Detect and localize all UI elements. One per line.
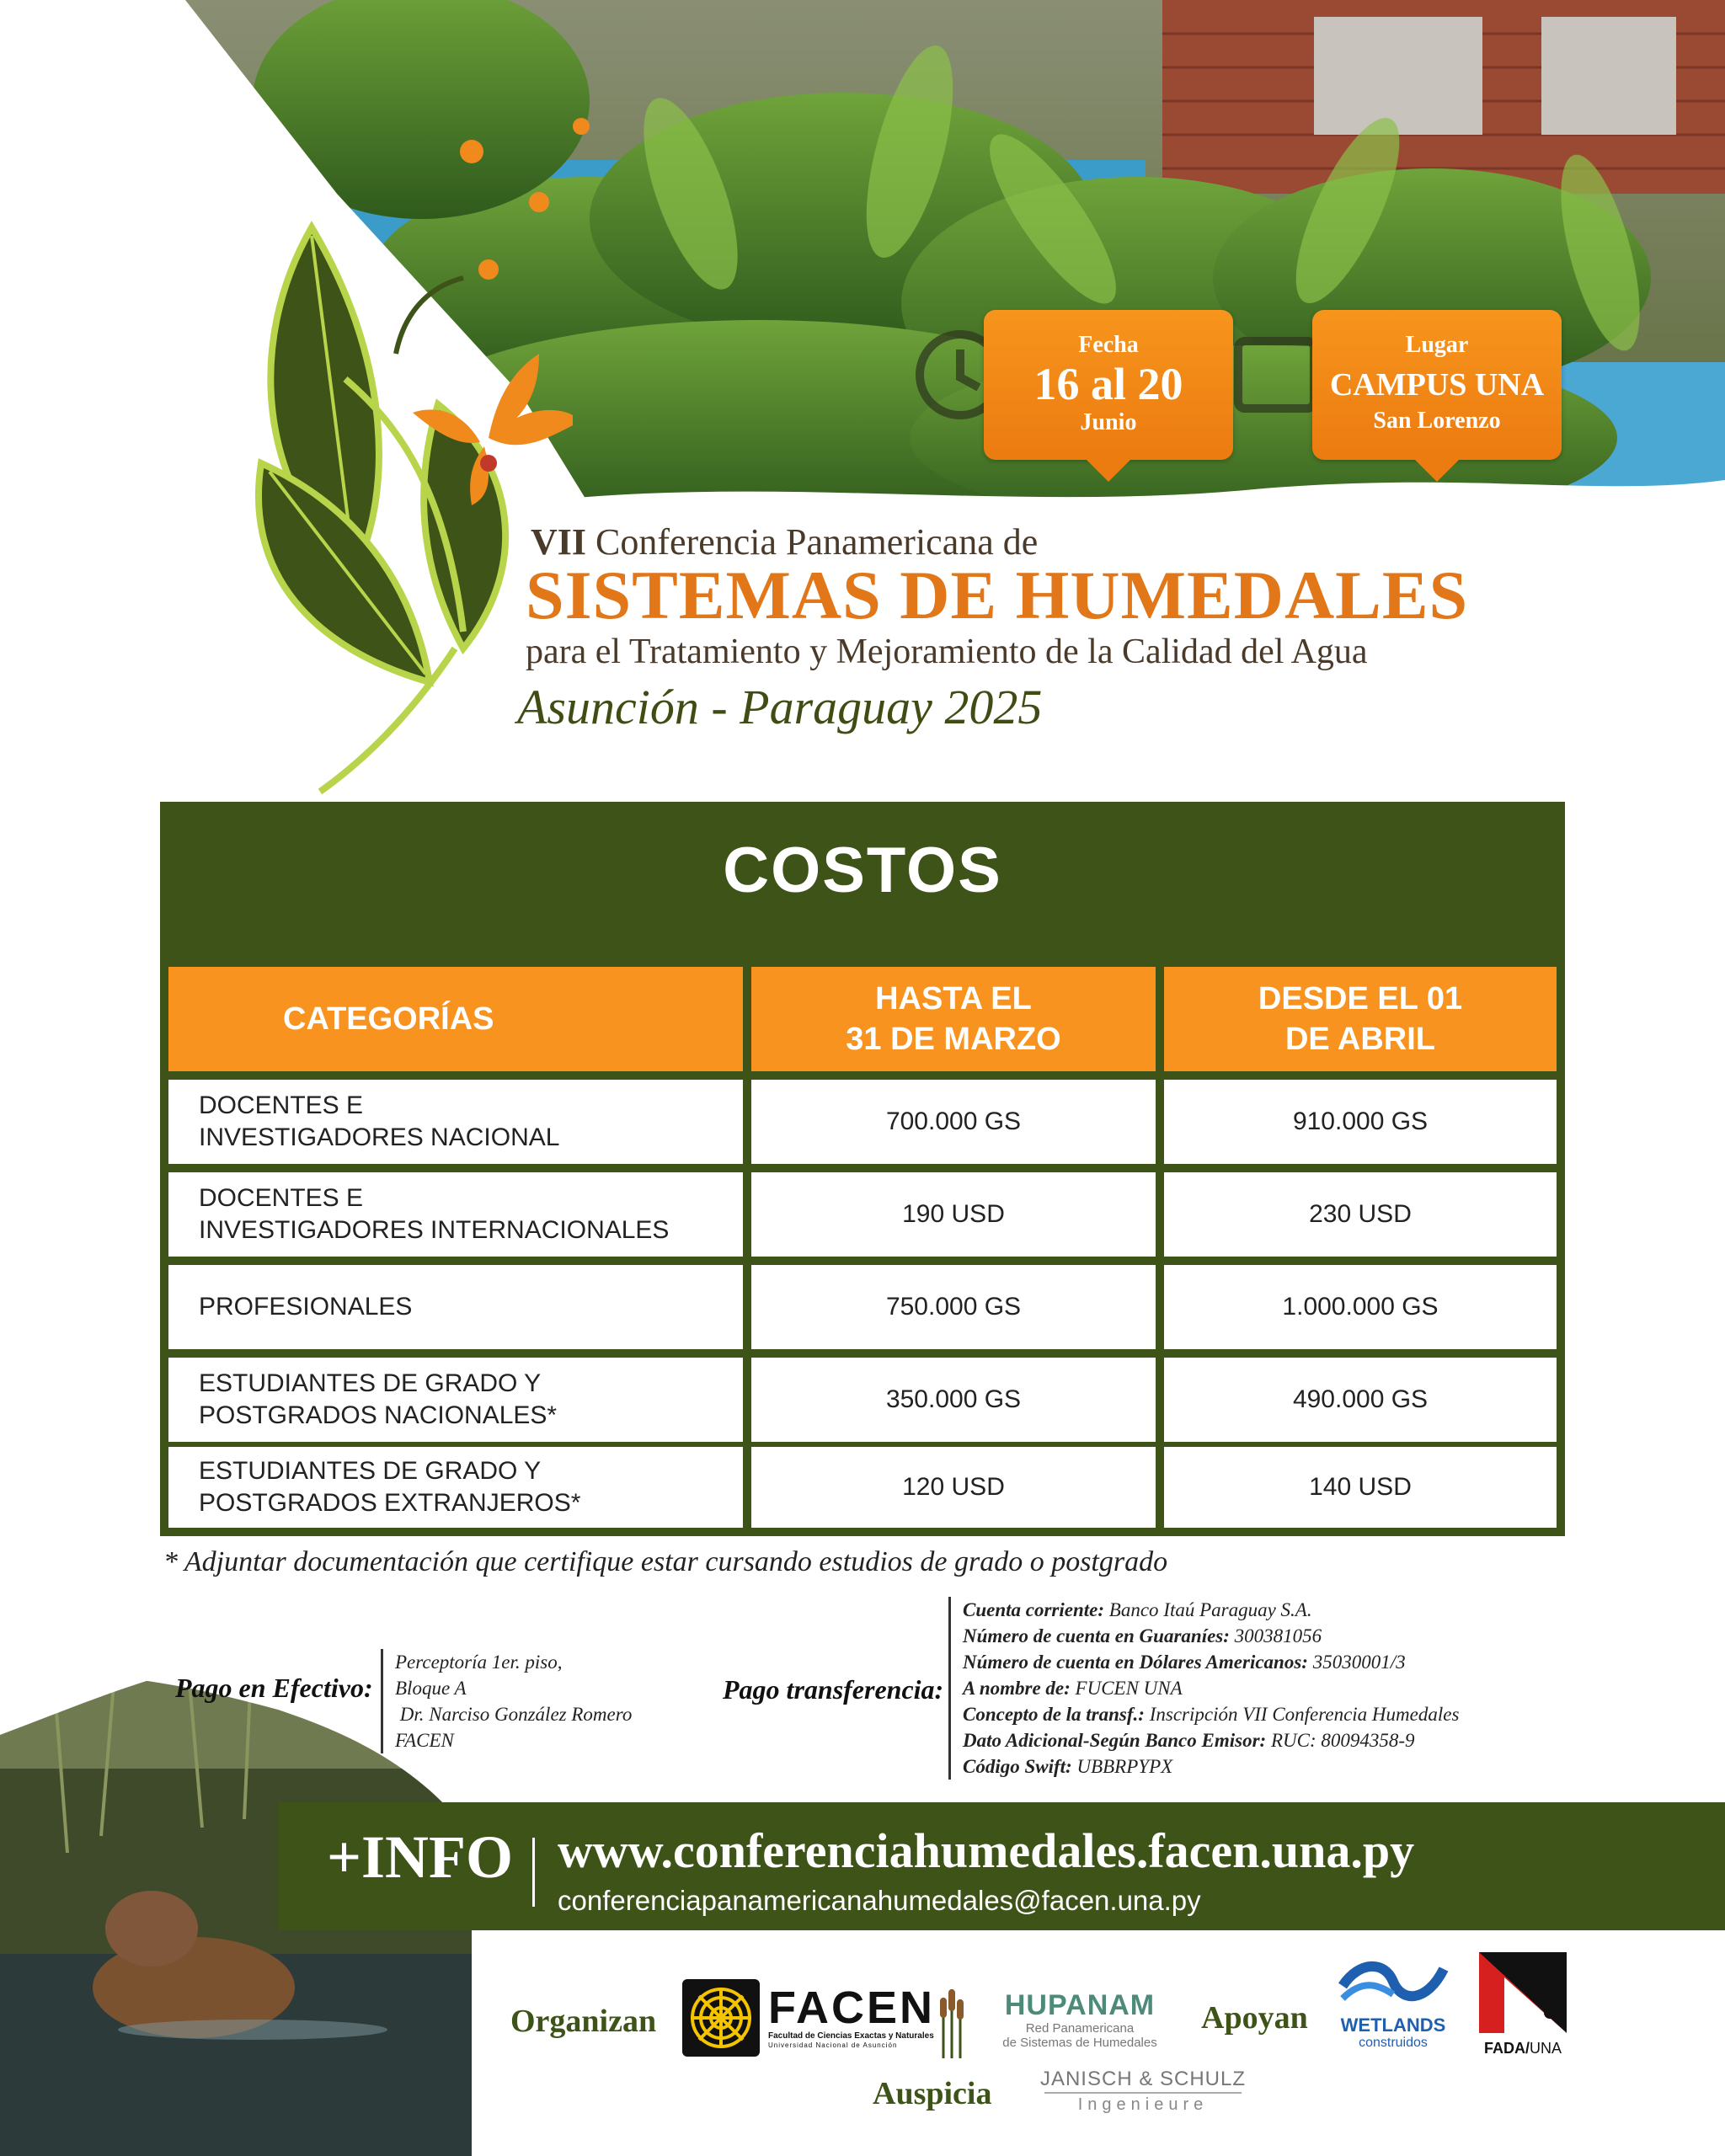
fada-logo: FADA/UNA [1479,1952,1567,2057]
transfer-value: 300381056 [1229,1625,1322,1646]
col-header-category-text: CATEGORÍAS [283,1001,494,1037]
cash-line: Perceptoría 1er. piso, [395,1652,563,1673]
fada-logo-text: FADA [1483,2040,1525,2057]
una-logo [682,1979,760,2057]
cash-line: Dr. Narciso González Romero [395,1704,633,1725]
cell-category: PROFESIONALES [199,1293,413,1321]
organizan-label: Organizan [510,2004,657,2039]
janisch-logo-sub: Ingenieure [1044,2092,1242,2116]
col-header-early-text: HASTA EL 31 DE MARZO [846,981,1061,1057]
costs-heading: COSTOS [723,835,1002,906]
cell-late: 490.000 GS [1164,1358,1557,1442]
cash-payment-details [381,1649,632,1753]
facen-logo [768,1984,937,2060]
table-row [168,1447,743,1528]
cash-line: Bloque A [395,1678,467,1699]
transfer-value: FUCEN UNA [1070,1678,1183,1699]
cell-late: 1.000.000 GS [1164,1265,1557,1349]
transfer-value: 35030001/3 [1307,1652,1406,1673]
students-note: * Adjuntar documentación que certifique estar cursando estudios de grado o postgrado [163,1546,1168,1577]
cell-early: 120 USD [751,1447,1156,1528]
transfer-line [963,1727,1459,1753]
transfer-payment-details [948,1597,1459,1780]
place-label: Lugar [1405,332,1469,358]
col-header-early [751,967,1156,1071]
transfer-key: Código Swift: [963,1756,1072,1777]
transfer-key: Concepto de la transf.: [963,1704,1145,1725]
cell-category: ESTUDIANTES DE GRADO Y POSTGRADOS NACIONALES* [199,1369,558,1429]
facen-logo-sub1: Facultad de Ciencias Exactas y Naturales [768,2031,934,2041]
table-row [168,1265,743,1349]
transfer-key: Dato Adicional-Según Banco Emisor: [963,1730,1267,1751]
email-link[interactable]: conferenciapanamericanahumedales@facen.una.py [558,1885,1201,1916]
table-row [168,1358,743,1442]
wetlands-logo [1334,1952,1452,2058]
auspicia-label: Auspicia [873,2076,992,2111]
transfer-key: A nombre de: [963,1678,1071,1699]
cattail-icon [937,1981,967,2058]
cell-late: 230 USD [1164,1172,1557,1257]
cell-category: DOCENTES E INVESTIGADORES NACIONAL [199,1091,560,1151]
table-row [168,1172,743,1257]
cell-early: 700.000 GS [751,1080,1156,1164]
wetlands-logo-text: WETLANDS [1340,2015,1446,2036]
table-row [168,1080,743,1164]
cell-late: 910.000 GS [1164,1080,1557,1164]
hupanam-logo-sub2: de Sistemas de Humedales [1002,2036,1157,2050]
title-conference: Conferencia Panamericana de [595,521,1039,563]
facen-logo-sub2: Universidad Nacional de Asunción [768,2041,898,2049]
website-link[interactable]: www.conferenciahumedales.facen.una.py [558,1823,1415,1878]
wetlands-logo-sub: construidos [1359,2036,1428,2050]
cell-late: 140 USD [1164,1447,1557,1528]
transfer-line [963,1701,1459,1727]
title-roman: VII [531,521,587,563]
title-subtitle: para el Tratamiento y Mejoramiento de la Calidad del Agua [526,632,1368,671]
place-city: San Lorenzo [1373,408,1501,434]
title-location-year: Asunción - Paraguay 2025 [517,680,1043,734]
cell-early: 350.000 GS [751,1358,1156,1442]
cell-early: 190 USD [751,1172,1156,1257]
hupanam-logo-sub1: Red Panamericana [1025,2021,1135,2036]
cell-category: ESTUDIANTES DE GRADO Y POSTGRADOS EXTRANJEROS* [199,1457,581,1517]
transfer-value: Banco Itaú Paraguay S.A. [1104,1599,1312,1620]
facen-logo-text: FACEN [768,1983,936,2033]
col-header-category [168,967,743,1071]
transfer-line [963,1623,1459,1649]
cash-payment-label: Pago en Efectivo: [175,1673,373,1703]
fada-logo-sub: UNA [1530,2040,1562,2057]
apoyan-label: Apoyan [1201,2000,1308,2036]
transfer-payment-label: Pago transferencia: [723,1674,944,1705]
transfer-value: RUC: 80094358-9 [1266,1730,1415,1751]
place-value: CAMPUS UNA [1329,367,1545,403]
col-header-late-text: DESDE EL 01 DE ABRIL [1258,981,1463,1057]
date-label: Fecha [1078,332,1139,358]
hupanam-logo [987,1989,1172,2057]
transfer-key: Número de cuenta en Dólares Americanos: [963,1652,1308,1673]
cell-early: 750.000 GS [751,1265,1156,1349]
date-badge [984,310,1233,460]
date-value: 16 al 20 [1033,359,1183,409]
transfer-line [963,1675,1459,1701]
info-label: +INFO [327,1823,514,1891]
transfer-line [963,1649,1459,1675]
title-main: SISTEMAS DE HUMEDALES [526,557,1469,633]
col-header-late [1164,967,1557,1071]
transfer-value: Inscripción VII Conferencia Humedales [1144,1704,1460,1725]
janisch-logo-text: JANISCH & SCHULZ [1039,2068,1247,2090]
cell-category: DOCENTES E INVESTIGADORES INTERNACIONALES [199,1184,670,1244]
place-badge [1312,310,1562,460]
date-month: Junio [1080,409,1137,435]
hupanam-logo-text: HUPANAM [1004,1989,1156,2021]
transfer-line [963,1597,1459,1623]
transfer-value: UBBRPYPX [1071,1756,1173,1777]
janisch-schulz-logo [1029,2067,1257,2121]
transfer-key: Cuenta corriente: [963,1599,1105,1620]
cash-line: FACEN [395,1730,454,1751]
info-separator [532,1838,535,1907]
transfer-line [963,1753,1459,1780]
transfer-key: Número de cuenta en Guaraníes: [963,1625,1230,1646]
